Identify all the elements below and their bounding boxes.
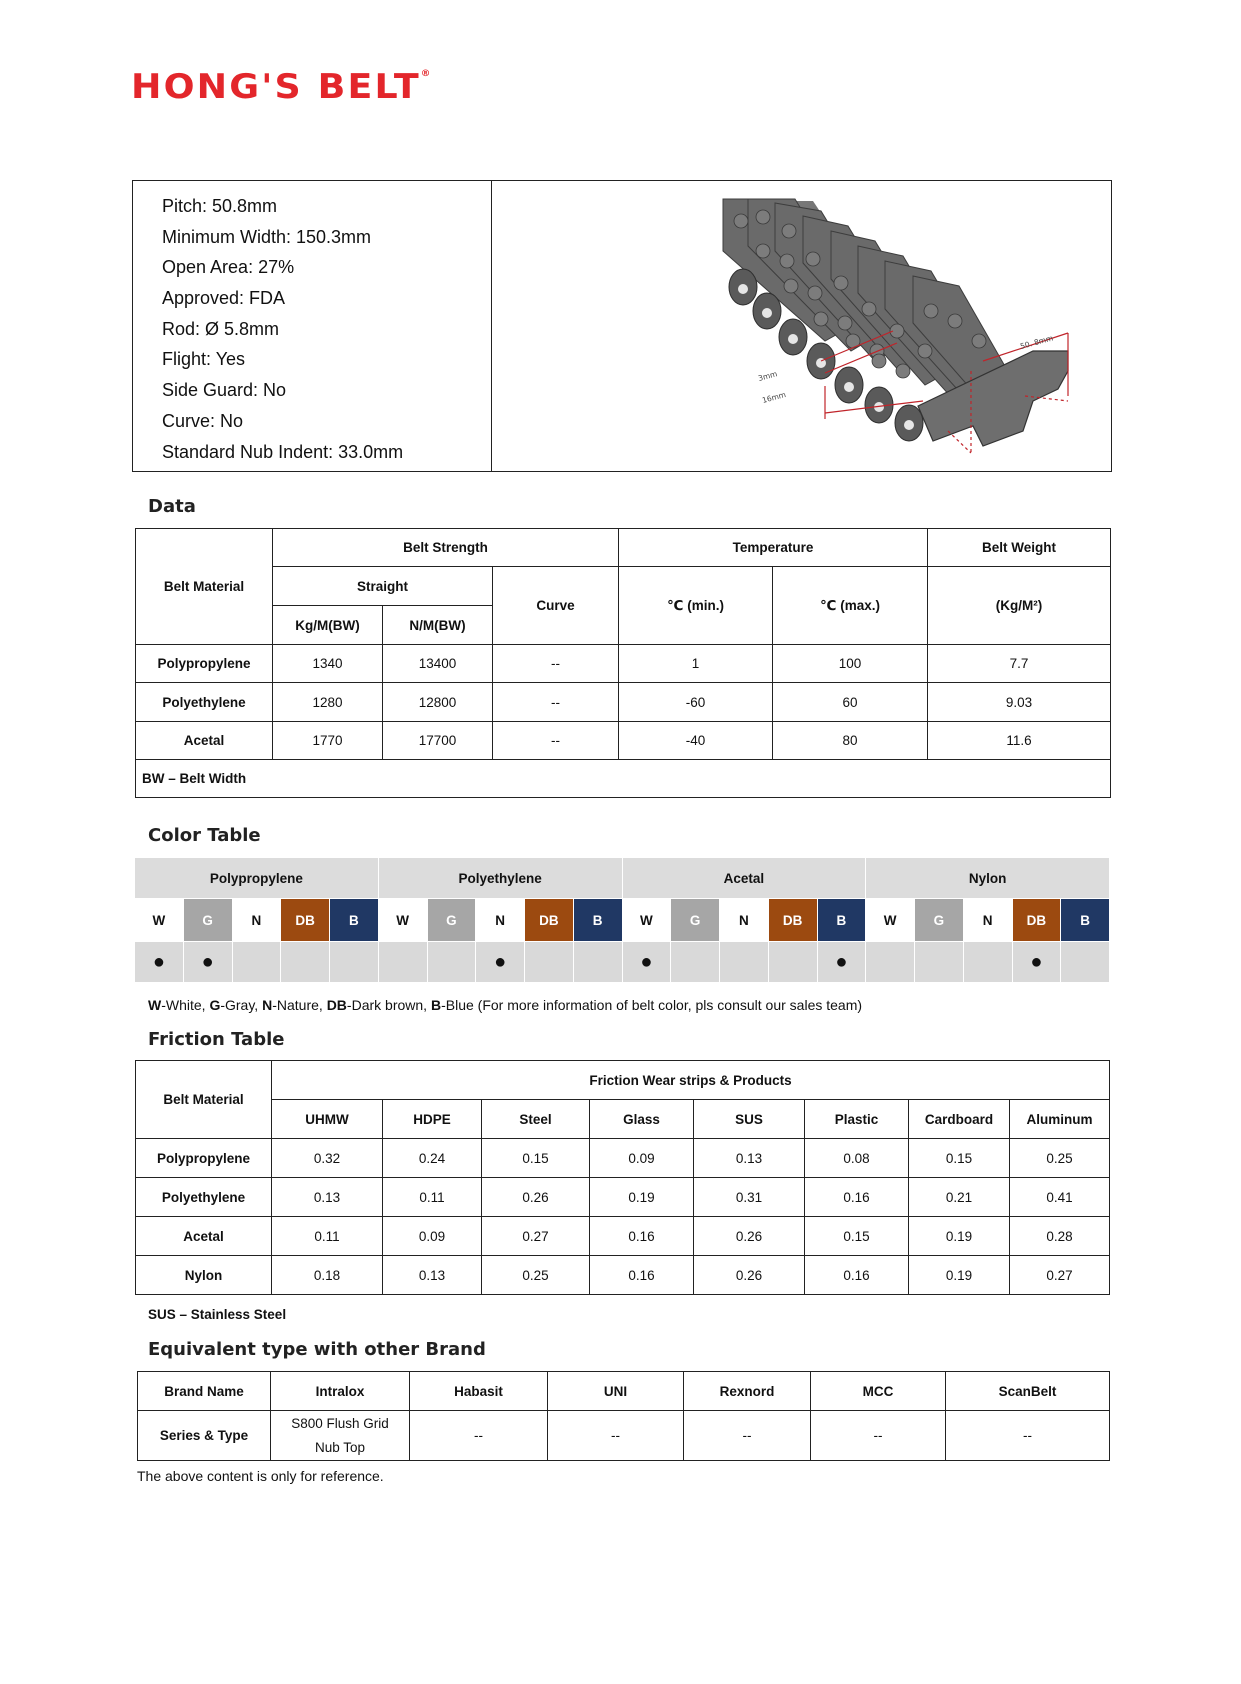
friction-value: 0.15 [909, 1139, 1010, 1178]
legend-text-db: -Dark brown, [346, 997, 431, 1013]
data-header-temp-max: ℃ (max.) [773, 567, 928, 645]
friction-value: 0.21 [909, 1178, 1010, 1217]
availability-dot: ● [183, 942, 232, 983]
data-section-title: Data [148, 496, 196, 517]
data-header-curve: Curve [493, 567, 619, 645]
cell-weight: 7.7 [928, 645, 1111, 683]
color-swatch-w: W [866, 899, 915, 942]
availability-dot [963, 942, 1012, 983]
legend-code-g: G [209, 997, 221, 1013]
color-swatch-db: DB [1012, 899, 1061, 942]
spec-curve: Curve: No [162, 410, 244, 431]
brand-uni: UNI [548, 1372, 684, 1411]
color-swatch-g: G [183, 899, 232, 942]
table-row [136, 1217, 1110, 1256]
table-row [136, 645, 1111, 683]
series-scanbelt: -- [946, 1411, 1110, 1461]
series-rexnord: -- [684, 1411, 811, 1461]
brand-habasit: Habasit [410, 1372, 548, 1411]
legend-code-db: DB [326, 997, 347, 1013]
row-material: Polyethylene [136, 1178, 272, 1217]
brand-logo-text: HONG'S BELT [131, 67, 421, 107]
availability-dot [427, 942, 476, 983]
friction-col-hdpe: HDPE [383, 1100, 482, 1139]
color-swatch-b: B [1061, 899, 1110, 942]
color-swatch-b: B [817, 899, 866, 942]
friction-value: 0.16 [590, 1256, 694, 1295]
cell-weight: 9.03 [928, 683, 1111, 722]
spec-divider [491, 181, 492, 471]
friction-value: 0.13 [694, 1139, 805, 1178]
friction-value: 0.26 [694, 1217, 805, 1256]
table-row [136, 1139, 1110, 1178]
legend-code-b: B [430, 997, 442, 1013]
spec-flight: Flight: Yes [162, 349, 246, 370]
friction-value: 0.13 [272, 1178, 383, 1217]
cell-n: 12800 [383, 683, 493, 722]
friction-value: 0.19 [909, 1256, 1010, 1295]
friction-value: 0.08 [805, 1139, 909, 1178]
cell-curve: -- [493, 722, 619, 760]
color-group-polyethylene: Polyethylene [378, 858, 622, 899]
color-swatch-w: W [622, 899, 671, 942]
friction-col-plastic: Plastic [805, 1100, 909, 1139]
friction-value: 0.26 [694, 1256, 805, 1295]
cell-kg: 1770 [273, 722, 383, 760]
color-swatch-b: B [330, 899, 379, 942]
friction-footnote: SUS – Stainless Steel [148, 1307, 287, 1322]
color-swatch-db: DB [281, 899, 330, 942]
table-row [136, 1256, 1110, 1295]
availability-dot: ● [622, 942, 671, 983]
friction-value: 0.27 [1010, 1256, 1110, 1295]
legend-text-g: -Gray, [220, 997, 263, 1013]
friction-value: 0.27 [482, 1217, 590, 1256]
data-header-strength: Belt Strength [273, 529, 619, 567]
friction-value: 0.25 [482, 1256, 590, 1295]
friction-table [135, 1060, 1110, 1295]
color-group-polypropylene: Polypropylene [135, 858, 379, 899]
row-material: Polyethylene [136, 683, 273, 722]
cell-weight: 11.6 [928, 722, 1111, 760]
availability-dot [573, 942, 622, 983]
brand-table [137, 1371, 1110, 1461]
cell-tmin: 1 [619, 645, 773, 683]
friction-col-steel: Steel [482, 1100, 590, 1139]
brand-section-title: Equivalent type with other Brand [148, 1339, 486, 1360]
data-table [135, 528, 1111, 798]
color-group-acetal: Acetal [622, 858, 866, 899]
color-section-title: Color Table [148, 825, 261, 846]
series-uni: -- [548, 1411, 684, 1461]
friction-value: 0.09 [383, 1217, 482, 1256]
friction-value: 0.15 [805, 1217, 909, 1256]
color-swatch-db: DB [525, 899, 574, 942]
row-material: Acetal [136, 1217, 272, 1256]
friction-value: 0.13 [383, 1256, 482, 1295]
cell-tmax: 100 [773, 645, 928, 683]
legend-text-b: -Blue (For more information of belt color, pls consult our sales team) [441, 997, 863, 1013]
cell-curve: -- [493, 683, 619, 722]
cell-tmin: -60 [619, 683, 773, 722]
availability-dot [378, 942, 427, 983]
color-swatch-b: B [573, 899, 622, 942]
friction-value: 0.19 [590, 1178, 694, 1217]
availability-dot [281, 942, 330, 983]
data-header-material: Belt Material [136, 529, 273, 645]
spec-rod: Rod: Ø 5.8mm [162, 318, 280, 339]
friction-value: 0.19 [909, 1217, 1010, 1256]
availability-dot [330, 942, 379, 983]
spec-box [132, 180, 1112, 472]
availability-dot [866, 942, 915, 983]
color-swatch-db: DB [768, 899, 817, 942]
legend-text-w: -White, [161, 997, 210, 1013]
friction-col-glass: Glass [590, 1100, 694, 1139]
color-swatch-n: N [476, 899, 525, 942]
series-intralox-line1: S800 Flush Grid [291, 1415, 389, 1431]
data-header-straight: Straight [273, 567, 493, 606]
series-intralox [271, 1411, 410, 1461]
dim-label-pitch: 50. 8mm [1019, 333, 1055, 351]
color-swatch-n: N [232, 899, 281, 942]
color-swatch-w: W [135, 899, 184, 942]
availability-dot: ● [135, 942, 184, 983]
cell-curve: -- [493, 645, 619, 683]
friction-value: 0.15 [482, 1139, 590, 1178]
availability-dot: ● [476, 942, 525, 983]
availability-dot [768, 942, 817, 983]
disclaimer: The above content is only for reference. [137, 1468, 384, 1484]
color-swatch-w: W [378, 899, 427, 942]
row-material: Acetal [136, 722, 273, 760]
brand-mcc: MCC [811, 1372, 946, 1411]
color-legend [148, 997, 862, 1013]
data-header-weight-unit: (Kg/M²) [928, 567, 1111, 645]
spec-pitch: Pitch: 50.8mm [162, 196, 278, 216]
table-row [136, 722, 1111, 760]
friction-value: 0.31 [694, 1178, 805, 1217]
series-type-label: Series & Type [138, 1411, 271, 1461]
cell-n: 17700 [383, 722, 493, 760]
cell-kg: 1280 [273, 683, 383, 722]
row-material: Polypropylene [136, 1139, 272, 1178]
friction-value: 0.32 [272, 1139, 383, 1178]
series-intralox-line2: Nub Top [314, 1439, 366, 1455]
data-header-temperature: Temperature [619, 529, 928, 567]
data-header-weight: Belt Weight [928, 529, 1111, 567]
friction-value: 0.11 [383, 1178, 482, 1217]
friction-value: 0.25 [1010, 1139, 1110, 1178]
friction-header-material: Belt Material [136, 1061, 272, 1139]
registered-mark: ® [420, 69, 431, 79]
friction-header-group: Friction Wear strips & Products [272, 1061, 1110, 1100]
brand-header-label: Brand Name [138, 1372, 271, 1411]
dim-label-16mm: 16mm [761, 389, 787, 405]
data-header-kgm: Kg/M(BW) [273, 606, 383, 645]
color-swatch-g: G [427, 899, 476, 942]
spec-side-guard: Side Guard: No [162, 380, 287, 401]
color-table [134, 857, 1110, 983]
brand-logo [131, 67, 430, 107]
legend-code-w: W [148, 997, 162, 1013]
dim-label-3mm: 3mm [757, 369, 779, 383]
friction-value: 0.11 [272, 1217, 383, 1256]
friction-value: 0.18 [272, 1256, 383, 1295]
friction-value: 0.16 [805, 1256, 909, 1295]
table-row [136, 1178, 1110, 1217]
friction-value: 0.09 [590, 1139, 694, 1178]
availability-dot [671, 942, 720, 983]
table-row [136, 683, 1111, 722]
belt-module-illustration [563, 191, 1103, 466]
series-habasit: -- [410, 1411, 548, 1461]
friction-value: 0.41 [1010, 1178, 1110, 1217]
series-mcc: -- [811, 1411, 946, 1461]
availability-dot [720, 942, 769, 983]
friction-value: 0.16 [805, 1178, 909, 1217]
color-swatch-g: G [915, 899, 964, 942]
row-material: Polypropylene [136, 645, 273, 683]
spec-nub-indent: Standard Nub Indent: 33.0mm [162, 441, 404, 462]
row-material: Nylon [136, 1256, 272, 1295]
spec-min-width: Minimum Width: 150.3mm [162, 226, 372, 247]
cell-n: 13400 [383, 645, 493, 683]
friction-value: 0.16 [590, 1217, 694, 1256]
brand-rexnord: Rexnord [684, 1372, 811, 1411]
data-footnote: BW – Belt Width [136, 760, 1111, 798]
cell-kg: 1340 [273, 645, 383, 683]
availability-dot [915, 942, 964, 983]
friction-col-uhmw: UHMW [272, 1100, 383, 1139]
friction-value: 0.24 [383, 1139, 482, 1178]
friction-col-aluminum: Aluminum [1010, 1100, 1110, 1139]
spec-list [162, 191, 403, 467]
availability-dot: ● [817, 942, 866, 983]
legend-text-n: -Nature, [272, 997, 327, 1013]
friction-value: 0.28 [1010, 1217, 1110, 1256]
brand-scanbelt: ScanBelt [946, 1372, 1110, 1411]
data-header-nm: N/M(BW) [383, 606, 493, 645]
cell-tmax: 80 [773, 722, 928, 760]
color-swatch-n: N [963, 899, 1012, 942]
friction-value: 0.26 [482, 1178, 590, 1217]
color-swatch-g: G [671, 899, 720, 942]
cell-tmax: 60 [773, 683, 928, 722]
color-group-nylon: Nylon [866, 858, 1110, 899]
color-swatch-n: N [720, 899, 769, 942]
legend-code-n: N [262, 997, 273, 1013]
availability-dot [232, 942, 281, 983]
availability-dot: ● [1012, 942, 1061, 983]
availability-dot [525, 942, 574, 983]
cell-tmin: -40 [619, 722, 773, 760]
friction-col-cardboard: Cardboard [909, 1100, 1010, 1139]
spec-approved: Approved: FDA [162, 288, 286, 309]
brand-intralox: Intralox [271, 1372, 410, 1411]
data-header-temp-min: ℃ (min.) [619, 567, 773, 645]
friction-col-sus: SUS [694, 1100, 805, 1139]
spec-open-area: Open Area: 27% [162, 257, 295, 278]
friction-section-title: Friction Table [148, 1029, 285, 1050]
availability-dot [1061, 942, 1110, 983]
